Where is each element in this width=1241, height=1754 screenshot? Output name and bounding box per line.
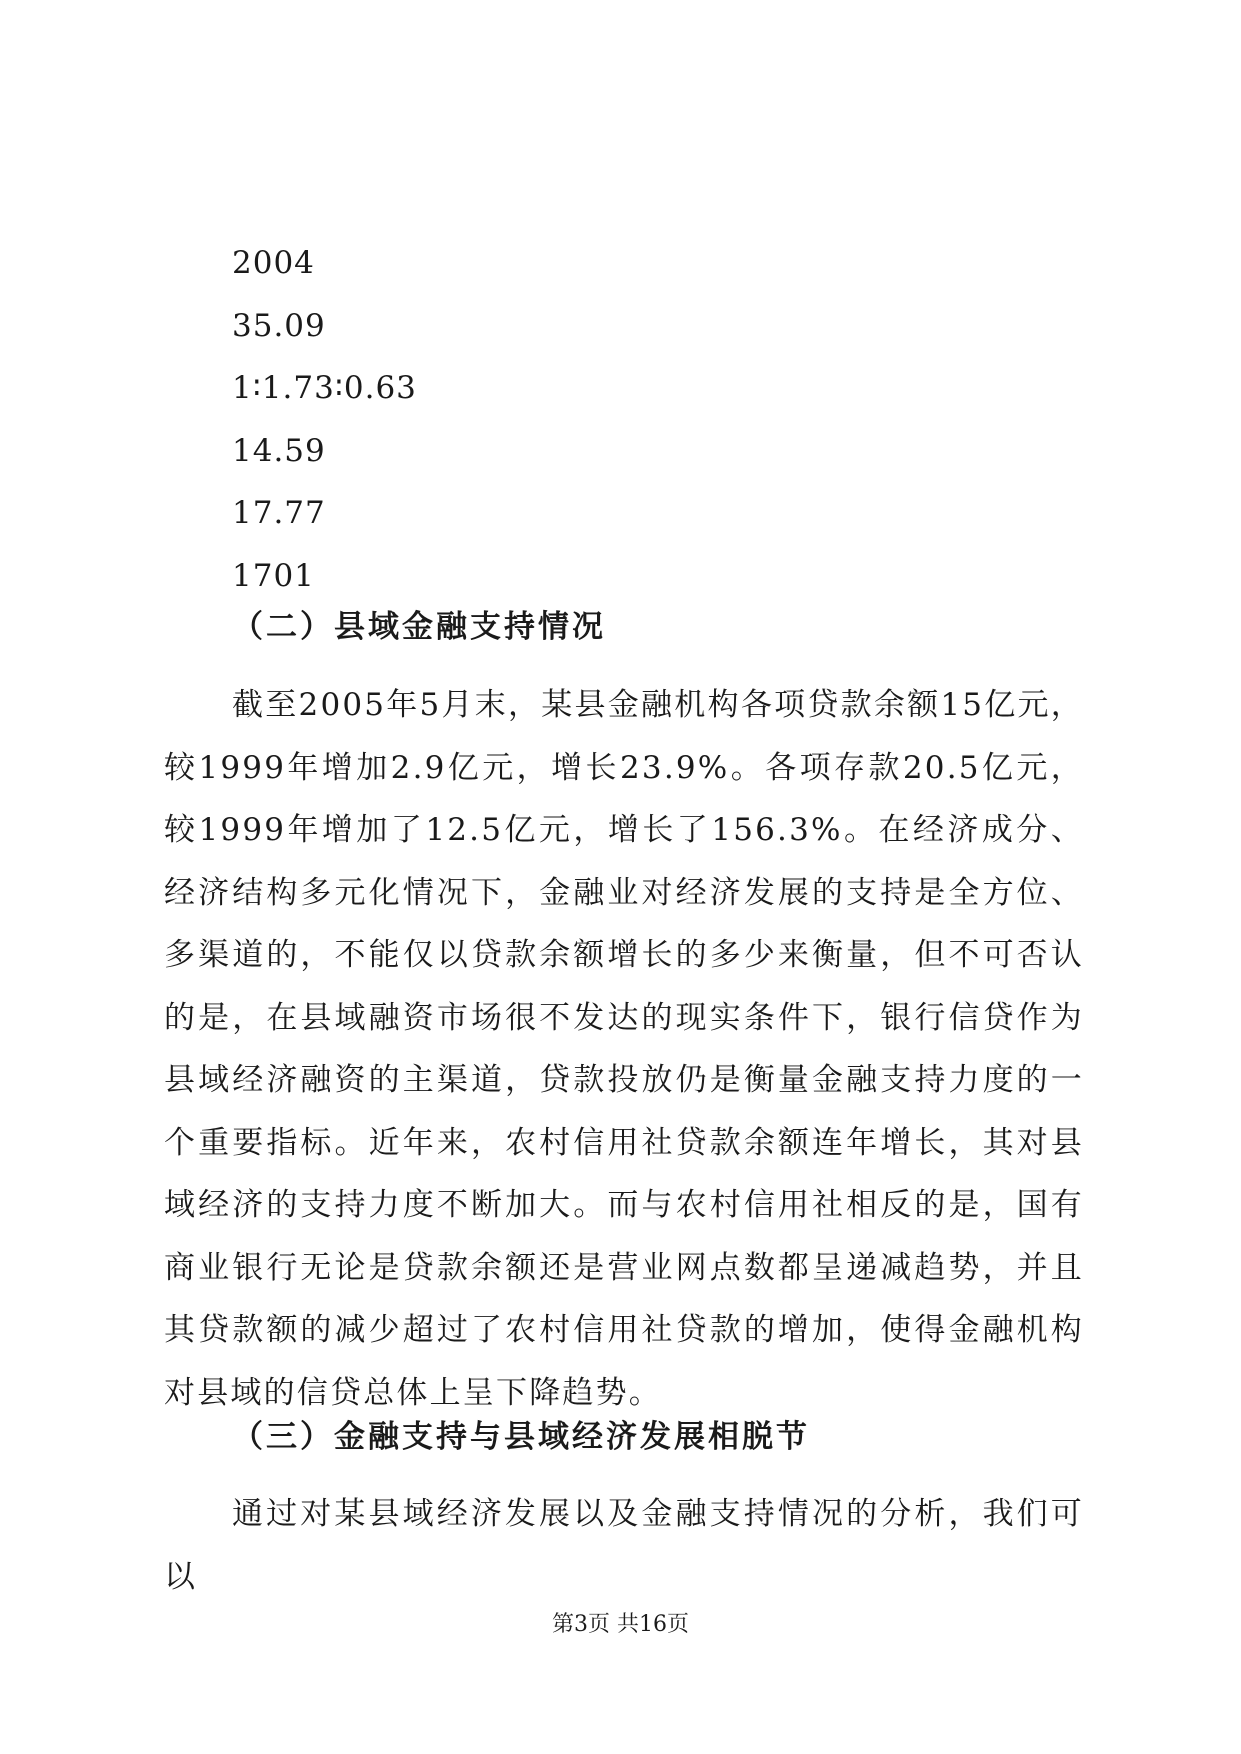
value-1: 35.09 xyxy=(232,307,326,344)
value-year: 2004 xyxy=(232,245,315,281)
value-3: 17.77 xyxy=(232,495,326,531)
page-footer: 第3页 共16页 xyxy=(552,1612,689,1637)
section-heading-2: （二）县域金融支持情况 xyxy=(232,609,606,645)
value-ratio: 1∶1.73∶0.63 xyxy=(232,370,417,406)
value-list xyxy=(232,232,417,607)
section-heading-3: （三）金融支持与县域经济发展相脱节 xyxy=(232,1419,810,1455)
value-4: 1701 xyxy=(232,557,315,594)
section-paragraph-2: 截至2005年5月末，某县金融机构各项贷款余额15亿元，较1999年增加2.9亿元，增长23.9%。各项存款20.5亿元，较1999年增加了12.5亿元，增长了156.3%。在经济成分、经济结构多元化情况下，金融业对经济发展的支持是全方位、多渠道的，不能仅以贷款余额增长的多少来衡量，但不可否认的是，在县域融资市场很不发达的现实条件下，银行信贷作为县域经济融资的主渠道，贷款投放仍是衡量金融支持力度的一个重要指标。近年来，农村信用社贷款余额连年增长，其对县域经济的支持力度不断加大。而与农村信用社相反的是，国有商业银行无论是贷款余额还是营业网点数都呈递减趋势，并且其贷款额的减少超过了农村信用社贷款的增加，使得金融机构对县域的信贷总体上呈下降趋势。 xyxy=(164,687,1084,1411)
section-paragraph-3: 通过对某县域经济发展以及金融支持情况的分析，我们可以 xyxy=(164,1496,1084,1595)
value-2: 14.59 xyxy=(232,432,326,469)
